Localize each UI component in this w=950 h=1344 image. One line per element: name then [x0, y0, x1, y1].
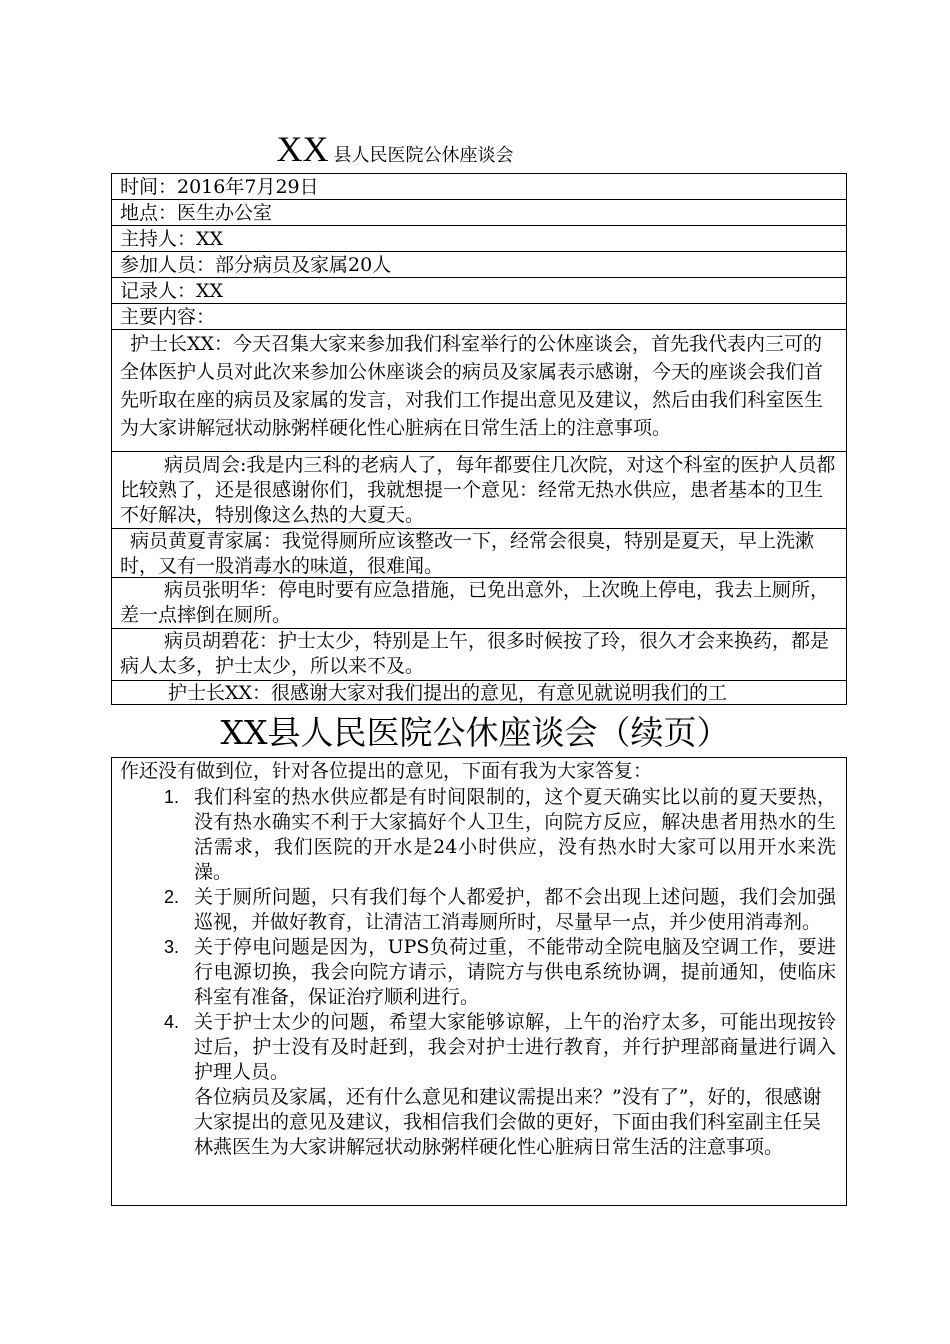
continuation-title: XX县人民医院公休座谈会（续页）	[220, 713, 730, 752]
patient-zhou-text: 病员周会:我是内三科的老病人了，每年都要住几次院，对这个科室的医护人员都比较熟了，还是很感谢你们，我就想提一个意见：经常无热水供应，患者基本的卫生不好解决，特别像这么热的大夏天。	[120, 454, 836, 526]
recorder-row: 记录人：XX	[112, 278, 846, 304]
patient-hu-text: 病员胡碧花：护士太少，特别是上午，很多时候按了玲，很久才会来换药，都是病人太多，护士太少，所以来不及。	[120, 630, 830, 677]
patient-hu-row	[112, 629, 846, 681]
continuation-table	[111, 757, 847, 1206]
continuation-intro: 作还没有做到位，针对各位提出的意见，下面有我为大家答复：	[120, 760, 653, 782]
reply-number: 4.	[164, 1012, 180, 1032]
document-title	[0, 128, 790, 170]
head-nurse-reply-row	[112, 681, 846, 706]
reply-list	[120, 785, 836, 1085]
patient-zhang-text: 病员张明华：停电时要有应急措施，已免出意外，上次晚上停电，我去上厕所，差一点摔倒在厕所。	[120, 579, 830, 626]
reply-item	[120, 935, 836, 1010]
patient-huang-family-text: 病员黄夏青家属：我觉得厕所应该整改一下，经常会很臭，特别是夏天，早上洗漱时，又有一股消毒水的味道，很难闻。	[120, 530, 815, 577]
participants-row: 参加人员：部分病员及家属20人	[112, 252, 846, 278]
place-row: 地点：医生办公室	[112, 200, 846, 226]
head-nurse-reply-text: 护士长XX：很感谢大家对我们提出的意见，有意见就说明我们的工	[168, 682, 728, 704]
closing-paragraph: 各位病员及家属，还有什么意见和建议需提出来？”没有了”，好的，很感谢大家提出的意见及建议，我相信我们会做的更好，下面由我们科室副主任吴林燕医生为大家讲解冠状动脉粥样硬化性心脏病日常生活的注意事项。	[194, 1086, 822, 1158]
reply-text: 关于护士太少的问题，希望大家能够谅解，上午的治疗太多，可能出现按铃过后，护士没有及时赶到，我会对护士进行教育，并行护理部商量进行调入护理人员。	[194, 1011, 836, 1083]
reply-item	[120, 885, 836, 935]
title-prefix: XX	[276, 129, 329, 169]
title-suffix: 县人民医院公休座谈会	[333, 145, 514, 166]
patient-zhang-row	[112, 578, 846, 629]
reply-item	[120, 785, 836, 885]
reply-text: 关于停电问题是因为，UPS负荷过重，不能带动全院电脑及空调工作，要进行电源切换，我会向院方请示，请院方与供电系统协调，提前通知，使临床科室有准备，保证治疗顺利进行。	[194, 936, 836, 1008]
meeting-record-table	[111, 173, 847, 705]
reply-number: 2.	[164, 887, 180, 907]
head-nurse-opening-text: 护士长XX：今天召集大家来参加我们科室举行的公休座谈会，首先我代表内三可的全体医护人员对此次来参加公休座谈会的病员及家属表示感谢，今天的座谈会我们首先听取在座的病员及家属的发言，对我们工作提出意见及建议，然后由我们科室医生为大家讲解冠状动脉粥样硬化性心脏病在日常生活上的注意事项。	[120, 333, 824, 439]
reply-item	[120, 1010, 836, 1085]
content-label-row: 主要内容：	[112, 304, 846, 330]
host-row: 主持人：XX	[112, 226, 846, 252]
patient-huang-family-row	[112, 529, 846, 578]
reply-number: 3.	[164, 937, 180, 957]
reply-text: 我们科室的热水供应都是有时间限制的，这个夏天确实比以前的夏天要热，没有热水确实不利于大家搞好个人卫生，向院方反应，解决患者用热水的生活需求，我们医院的开水是24小时供应，没有热水时大家可以用开水来洗澡。	[194, 786, 836, 883]
reply-text: 关于厕所问题，只有我们每个人都爱护，都不会出现上述问题，我们会加强巡视，并做好教育，让清洁工消毒厕所时，尽量早一点，并少使用消毒剂。	[194, 886, 836, 933]
time-row: 时间：2016年7月29日	[112, 174, 846, 200]
head-nurse-opening-row	[112, 330, 846, 452]
patient-zhou-row	[112, 452, 846, 529]
reply-number: 1.	[164, 787, 180, 807]
